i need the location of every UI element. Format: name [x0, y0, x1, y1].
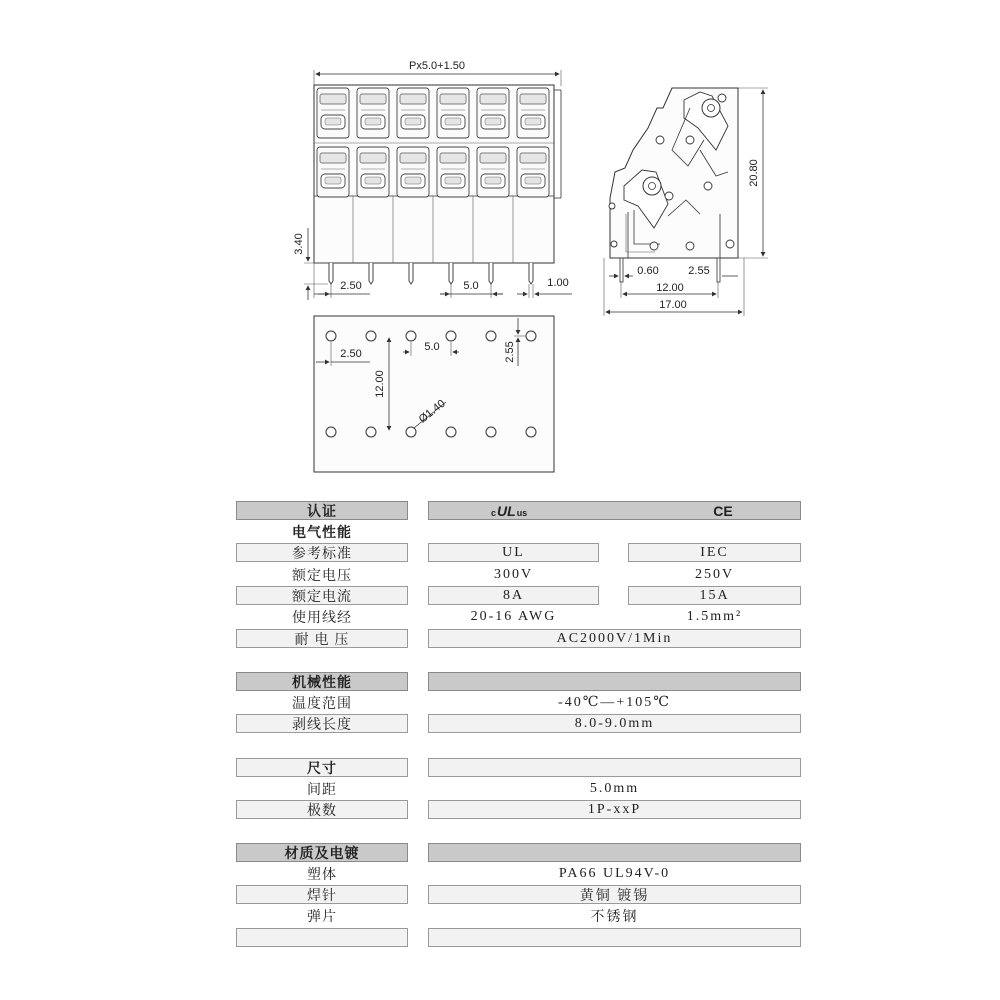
- spec-row: [0, 565, 1000, 586]
- spec-row: [0, 864, 1000, 885]
- size-title-row: [0, 758, 1000, 779]
- spec-row: [0, 586, 1000, 607]
- spec-label: 耐 电 压: [236, 629, 408, 648]
- spec-row: [0, 693, 1000, 714]
- spec-value: 5.0mm: [589, 780, 640, 796]
- spec-value: 不锈钢: [590, 909, 639, 925]
- spec-row: [0, 543, 1000, 564]
- spec-label: 参考标准: [236, 543, 408, 562]
- technical-drawing: [0, 0, 1000, 480]
- ce-mark-icon: CE: [713, 502, 733, 519]
- section-header-blank: [428, 758, 801, 777]
- mechanical-title: 机械性能: [236, 672, 408, 691]
- side-depth-dimension: 17.00: [659, 299, 687, 311]
- spec-value-ul: UL: [428, 543, 599, 562]
- spec-value-iec: 15A: [628, 586, 801, 605]
- spec-label: 额定电流: [236, 586, 408, 605]
- spec-value: 黄铜 镀锡: [428, 885, 801, 904]
- spec-label: 温度范围: [292, 694, 352, 711]
- spec-row: [0, 800, 1000, 821]
- spec-value-iec: 250V: [694, 566, 735, 582]
- spec-label: 焊针: [236, 885, 408, 904]
- pin-width-dimension: 1.00: [547, 277, 569, 289]
- pin-pitch-dimension: 5.0: [463, 280, 479, 292]
- pcb-hole-dimension: Ø1.40: [416, 397, 448, 426]
- material-title-row: [0, 843, 1000, 864]
- pcb-layout: [314, 316, 554, 472]
- spec-label: 额定电压: [292, 566, 352, 583]
- spec-label: 使用线经: [292, 608, 352, 625]
- front-view: [293, 60, 572, 300]
- spec-value-blank: [428, 928, 801, 947]
- spec-value-ul: 300V: [493, 566, 534, 582]
- spec-value-ul: 8A: [428, 586, 599, 605]
- spec-label: 间距: [307, 780, 337, 797]
- mechanical-title-row: [0, 672, 1000, 693]
- spec-row: [0, 906, 1000, 927]
- pcb-offset-dimension: 2.50: [340, 348, 362, 360]
- section-header-blank: [428, 672, 801, 691]
- side-height-dimension: 20.80: [748, 159, 760, 187]
- spec-label: 塑体: [307, 865, 337, 882]
- spec-value-ul: 20-16 AWG: [470, 608, 557, 624]
- spec-label-blank: [236, 928, 408, 947]
- pin-height-dimension: 3.40: [293, 233, 305, 255]
- cert-row: [0, 501, 1000, 522]
- spec-value: PA66 UL94V-0: [558, 865, 671, 881]
- spec-label: 极数: [236, 800, 408, 819]
- side-pin-thickness-dimension: 0.60: [637, 265, 659, 277]
- spec-value-iec: 1.5mm²: [686, 608, 743, 624]
- spec-label: 剥线长度: [236, 714, 408, 733]
- spec-label: 弹片: [307, 907, 337, 924]
- pcb-pitch-dimension: 5.0: [424, 341, 440, 353]
- size-title: 尺寸: [236, 758, 408, 777]
- spec-value: -40℃—+105℃: [558, 695, 671, 710]
- spec-row: [0, 607, 1000, 628]
- material-title: 材质及电镀: [236, 843, 408, 862]
- spec-row: [0, 885, 1000, 906]
- side-view: [604, 88, 768, 316]
- spec-row: [0, 779, 1000, 800]
- front-width-dimension: Px5.0+1.50: [409, 60, 465, 72]
- spec-row: [0, 629, 1000, 650]
- spec-row-blank: [0, 928, 1000, 949]
- spec-value: 1P-xxP: [428, 800, 801, 819]
- pcb-row-span-dimension: 12.00: [374, 370, 386, 398]
- pcb-row-offset-dimension: 2.55: [504, 341, 516, 363]
- side-offset-dimension: 2.55: [688, 265, 710, 277]
- spec-value: 8.0-9.0mm: [428, 714, 801, 733]
- cert-marks: [428, 501, 801, 520]
- pin-offset-dimension: 2.50: [340, 280, 362, 292]
- spec-value: AC2000V/1Min: [428, 629, 801, 648]
- ul-mark-icon: cULus: [491, 502, 528, 519]
- cert-label: 认证: [236, 501, 408, 520]
- side-pin-span-dimension: 12.00: [656, 282, 684, 294]
- section-header-blank: [428, 843, 801, 862]
- spec-row: [0, 714, 1000, 735]
- electrical-title-row: [0, 522, 1000, 543]
- electrical-title: 电气性能: [292, 523, 352, 540]
- spec-value-iec: IEC: [628, 543, 801, 562]
